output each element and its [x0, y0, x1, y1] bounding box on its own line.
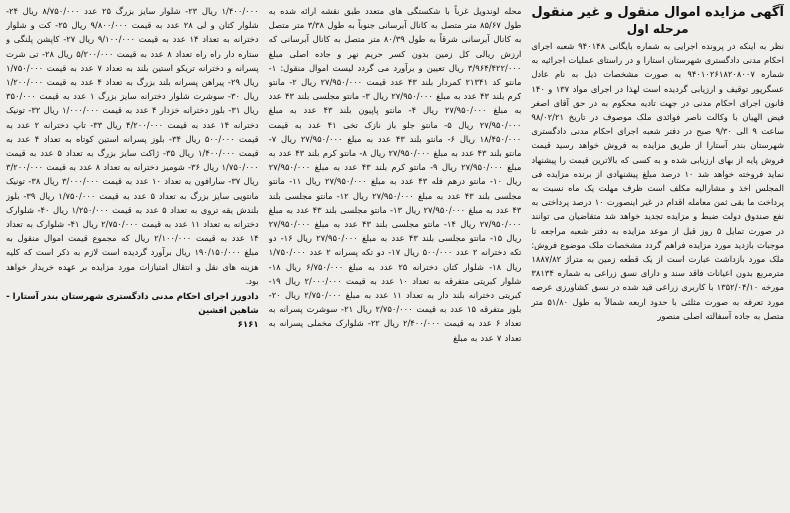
- notice-code: ۶۱۶۱: [237, 320, 259, 331]
- notice-body-column-2: محله لوندویل غرباً با شکستگی های متعدد طبق نقشه ارائه شده به طول ۸۵/۶۷ متر متصل به کانال آبرسانی جنوباً به طول ۳/۳۸ متر متصل به کانال آبرسانی شرقاً به طول ۸۰/۳۹ متر متصل به کانال آبرسانی که ارزش ریالی کل زمین بدون کسر حریم نهر و جاده اصلی مبلغ ۳/۹۶۴/۴۲۲/۰۰۰ ریال تعیین و برآورد می گردد لیست اموال منقول: ۱- مانتو کد ۲۱۳۴۱ کمردار بلند ۴۳ عدد قیمت ۲۷/۹۵۰/۰۰۰ ریال ۲- مانتو کرم بلند ۴۳ عدد به مبلغ ۲۷/۹۵۰/۰۰۰ ریال ۳- مانتو مجلسی بلند ۴۳ عدد به مبلغ ۲۷/۹۵۰/۰۰۰ ریال ۴- مانتو پاپیون بلند ۴۳ عدد به مبلغ ۲۷/۹۵۰/۰۰۰ ریال ۵- مانتو جلو باز نازک تخی ۴۱ عدد به قیمت ۱۸/۴۵۰/۰۰۰ ریال ۶- مانتو بلند ۴۳ عدد به مبلغ ۲۷/۹۵۰/۰۰۰ ریال ۷- مانتو بلند ۴۳ عدد به مبلغ ۲۷/۹۵۰/۰۰۰ ریال ۸- مانتو کرم بلند ۴۳ عدد به مبلغ ۲۷/۹۵۰/۰۰۰ ریال ۹- مانتو کرم بلند ۴۳ عدد به مبلغ ۲۷/۹۵۰/۰۰۰ ریال ۱۰- مانتو درهم فله ۴۳ عدد به مبلغ ۲۷/۹۵۰/۰۰۰ ریال ۱۱- مانتو مجلسی بلند ۴۳ عدد به مبلغ ۲۷/۹۵۰/۰۰۰ ریال ۱۲- مانتو مجلسی بلند ۴۳ عدد به مبلغ ۲۷/۹۵۰/۰۰۰ ریال ۱۳- مانتو مجلسی بلند ۴۳ عدد به مبلغ ۲۷/۹۵۰/۰۰۰ ریال ۱۴- مانتو مجلسی بلند ۴۳ عدد به مبلغ ۲۷/۹۵۰/۰۰۰ ریال ۱۵- مانتو مجلسی بلند ۴۳ عدد به مبلغ ۲۷/۹۵۰/۰۰۰ ریال ۱۶- دو تکه دخترانه ۲ عدد ۵۰۰/۰۰۰ ریال ۱۷- دو تکه پسرانه ۲ عدد ۱/۷۵۰/۰۰۰ ریال ۱۸- شلوار کتان دخترانه ۲۵ عدد به مبلغ ۶/۷۵۰/۰۰۰ ریال ۱۸- شلوار کبریتی متفرقه به تعداد ۱۰ عدد به قیمت ۲/۰۰۰/۰۰۰ ریال ۱۹- کبریتی دخترانه بلند دار به تعداد ۱۱ عدد به مبلغ ۲/۷۵۰/۰۰۰ ریال ۲۰- بلوز متفرقه ۱۵ عدد به قیمت ۲/۷۵۰/۰۰۰ ریال ۲۱- سوشرت پسرانه به تعداد ۶ عدد به قیمت ۲/۴۰۰/۰۰۰ ریال ۲۲- شلوارک مخملی پسرانه به تعداد ۷ عدد به مبلغ: [268, 6, 522, 343]
- notice-subtitle: مرحله اول: [626, 22, 689, 36]
- notice-body-column-3: ۱/۴۰۰/۰۰۰ ریال ۲۳- شلوار سایز بزرگ ۲۵ عدد ۸/۷۵۰/۰۰۰ ریال ۲۴- شلوار کتان و لی ۲۸ عدد به قیمت ۹/۸۰۰/۰۰۰ ریال ۲۵- کت و شلوار دخترانه به تعداد ۱۴ عدد به قیمت ۹/۱۰۰/۰۰۰ ریال ۲۷- کاپشن پلنگی و ستاره دار راه راه تعداد ۸ عدد به قیمت ۵/۲۰۰/۰۰۰ ریال ۲۸- تی شرت پسرانه و دخترانه تریکو استین بلند به تعداد ۷ عدد به قیمت ۱/۷۵۰/۰۰۰ ریال ۲۹- پیراهن پسرانه بلند بزرگ به تعداد ۴ عدد به قیمت ۱/۲۰۰/۰۰۰ ریال ۳۰- سوشرت شلوار دخترانه سایز بزرگ ۱ عدد به قیمت ۳۵۰/۰۰۰ ریال ۳۱- بلوز دخترانه خزدار ۴ عدد به قیمت ۱/۰۰۰/۰۰۰ ریال ۳۲- تونیک دخترانه ۱۴ عدد به قیمت ۴/۲۰۰/۰۰۰ ریال ۳۳- تاپ دخترانه ۲ عدد به قیمت ۵۰۰/۰۰۰ ریال ۳۴- بلوز پسرانه استین کوتاه به تعداد ۴ عدد به قیمت ۱/۴۰۰/۰۰۰ ریال ۳۵- ژاکت سایز بزرگ به تعداد ۵ عدد به قیمت ۱/۷۵۰/۰۰۰ ریال ۳۶- شومیز دخترانه به تعداد ۸ عدد به قیمت ۳/۲۰۰/۰۰۰ ریال ۳۷- سارافون به تعداد ۱۰ عدد به قیمت ۳/۰۰۰/۰۰۰ ریال ۳۸- تونیک مانتویی سایز بزرگ به تعداد ۵ عدد به قیمت ۱/۷۵۰/۰۰۰ ریال ۳۹- بلوز بلندش یقه تروی به تعداد ۵ عدد به قیمت ۱/۲۵۰/۰۰۰ ریال ۴۰- شلوارک دخترانه به تعداد ۱۱ عدد به قیمت ۲/۷۵۰/۰۰۰ ریال ۴۱- شلوارک به تعداد ۱۴ عدد به قیمت ۲/۱۰۰/۰۰۰ ریال که مجموع قیمت اموال منقول به مبلغ ۱۹۰/۱۵۰/۰۰۰ ریال برآورد گردیده است لازم به ذکر است که کلیه هزینه های نقل و انتقال امتیازات مورد مزایده بر عهده خریدار خواهد بود.: [5, 6, 259, 286]
- signature-name: شاهین افشین: [198, 306, 259, 317]
- signature-title: دادورز اجرای احکام مدنی دادگستری شهرستان بندر آستارا -: [6, 292, 259, 303]
- notice-column-2: [269, 4, 522, 509]
- notice-column-3: [6, 4, 259, 509]
- notice-title: آگهی مزایده اموال منقول و غیر منقول: [531, 5, 784, 20]
- notice-signature: [6, 290, 259, 332]
- notice-columns: [6, 4, 784, 509]
- notice-body-column-1: نظر به اینکه در پرونده اجرایی به شماره بایگانی ۹۴۰۱۴۸ شعبه اجرای احکام مدنی دادگستری شهرستان استارا و در راستای عملیات اجرائیه به شماره ۹۴۰۱۰۲۶۱۸۲۰۸۰۰۷ به صورت مشخصات ذیل به نام عادل عسگرپور توقیف و ارزیابی گردیده است لهذا در اجرای مواد ۱۳۷ و ۱۴۰ قانون اجرای احکام مدنی در جهت تادیه محکوم به در حق آقای اصغر فیض الهیان با وکالت ناصر فوائدی ملک موصوف در تاریخ ۹۸/۰۲/۲۱ ساعت ۹ الی ۹/۳۰ صبح در دفتر شعبه اجرای احکام مدنی دادگستری شهرستان بندر آستارا از طریق مزایده به فروش خواهد رسید قیمت فروش پایه از بهای ارزیابی شده و به کسی که بالاترین قیمت را پیشنهاد نماید فروخته خواهد شد ۱۰ درصد مبلغ پیشنهادی از برنده مزایده فی المجلس اخذ و مشارالیه مکلف است ظرف مهلت یک ماه نسبت به پرداخت ما بقی ثمن معامله اقدام در غیر اینصورت ۱۰ درصد پرداختی به نفع صندوق دولت ضبط و مزایده تجدید خواهد شد متقاضیان می توانند در صورت تمایل ۵ روز قبل از موعد مزایده به دفتر شعبه مراجعه تا موجبات بازدید مورد مزایده فراهم گردد مشخصات ملک موضوع فروش: ملک مورد بازداشت عبارت است از یک قطعه زمین به متراژ ۱۸۸۷/۸۲ مترمربع بدون اعیانات فاقد سند و دارای نسق زراعی به شماره ۳۸۱۳۴ مورخه ۱۳۵۲/۰۴/۱۰ با کاربری زراعی قید شده در نسق کشاورزی عرصه مورد تعرفه به صورت مثلثی با حدود اربعه شمالاً به طول ۵۱/۸۰ متر متصل به جاده آسفالته اصلی منصور: [531, 41, 784, 321]
- notice-column-1: [531, 4, 784, 509]
